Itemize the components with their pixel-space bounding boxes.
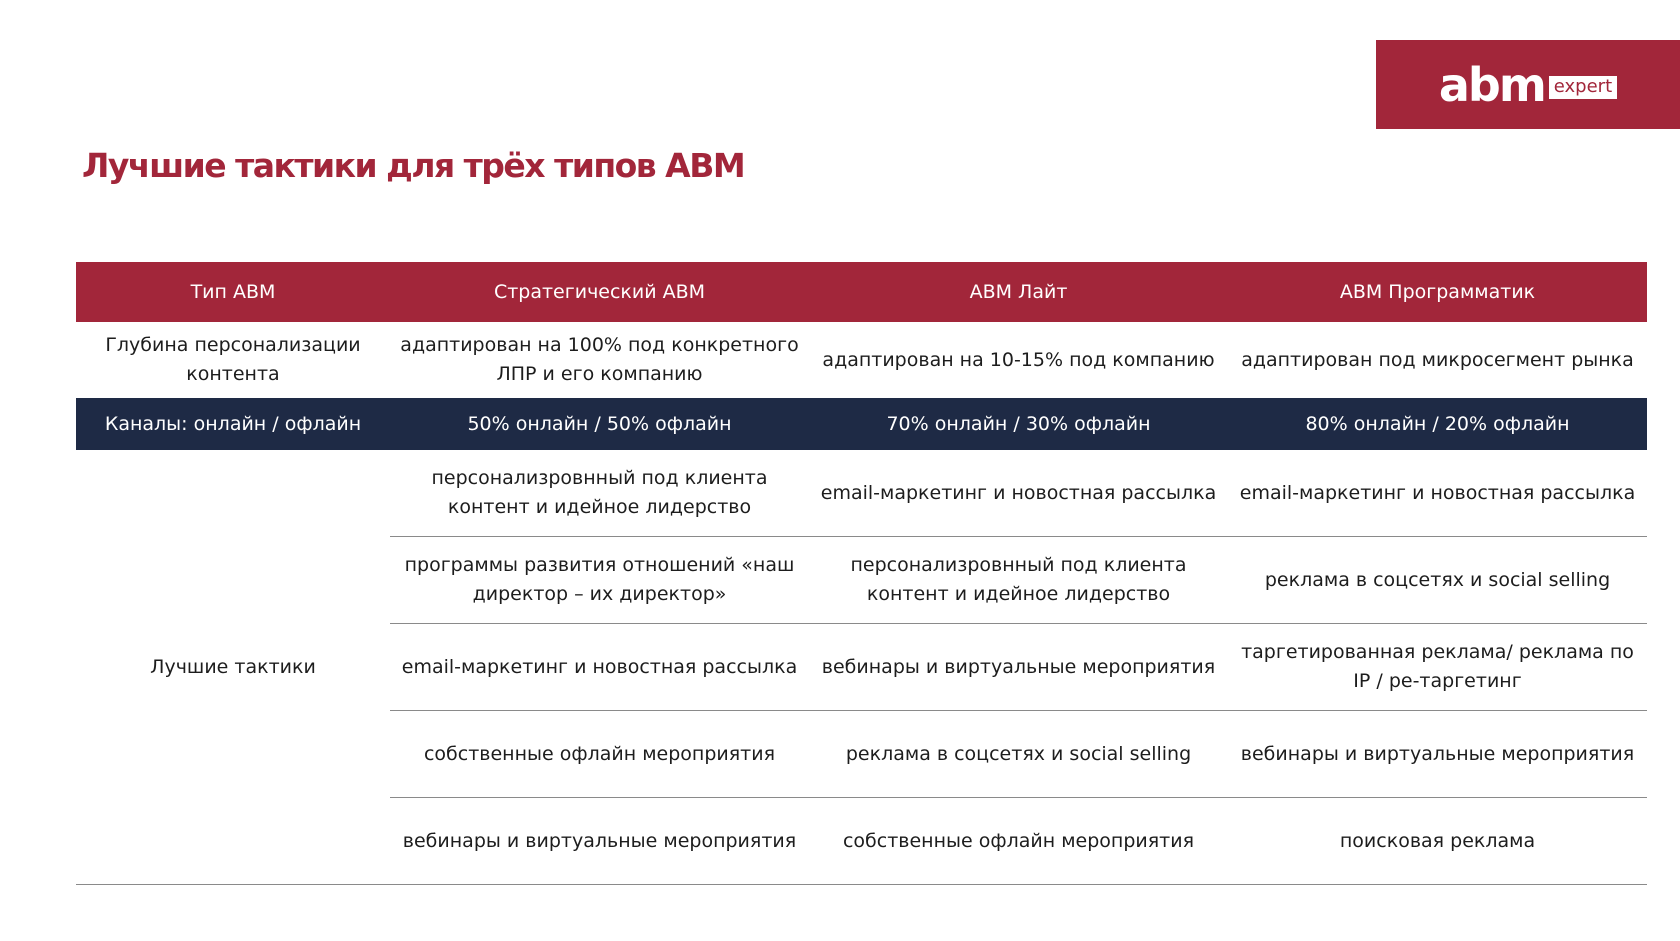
table-cell: 80% онлайн / 20% офлайн [1228,398,1647,450]
channels-row [76,398,1647,450]
table-cell: email-маркетинг и новостная рассылка [809,450,1228,537]
personalization-row [76,322,1647,398]
table-cell: 70% онлайн / 30% офлайн [809,398,1228,450]
header-lite: ABM Лайт [809,262,1228,322]
table-cell: адаптирован под микросегмент рынка [1241,348,1634,371]
table-cell: реклама в соцсетях и social selling [1228,537,1647,624]
table-cell: вебинары и виртуальные мероприятия [390,798,809,885]
table-cell: 50% онлайн / 50% офлайн [390,398,809,450]
brand-logo [1376,40,1680,129]
header-type: Тип ABM [76,262,390,322]
table-cell: таргетированная реклама/ реклама по IP / ре-таргетинг [1228,624,1647,711]
logo-main-text: abm [1438,57,1545,112]
table-cell: программы развития отношений «наш директор – их директор» [390,537,809,624]
tactics-table [76,262,1647,885]
row-label: Лучшие тактики [76,450,390,885]
table-cell: персонализровнный под клиента контент и идейное лидерство [390,450,809,537]
table-cell: вебинары и виртуальные мероприятия [809,624,1228,711]
table-cell: реклама в соцсетях и social selling [809,711,1228,798]
header-programmatic: ABM Программатик [1228,262,1647,322]
table-cell: персонализровнный под клиента контент и идейное лидерство [809,537,1228,624]
table-cell: email-маркетинг и новостная рассылка [1228,450,1647,537]
table-cell: адаптирован на 100% под конкретного ЛПР и его компанию [400,334,799,385]
table-cell: собственные офлайн мероприятия [809,798,1228,885]
table-cell: собственные офлайн мероприятия [390,711,809,798]
table-cell: email-маркетинг и новостная рассылка [390,624,809,711]
table-header-row [76,262,1647,322]
table-cell: вебинары и виртуальные мероприятия [1228,711,1647,798]
header-strategic: Стратегический ABM [390,262,809,322]
tactics-row [76,450,1647,537]
table-cell: адаптирован на 10-15% под компанию [822,348,1215,371]
logo-sub-text: expert [1549,76,1617,100]
table-cell: поисковая реклама [1228,798,1647,885]
page-title: Лучшие тактики для трёх типов ABM [82,146,745,185]
logo-wordmark [1438,57,1617,112]
row-label: Глубина персонализации контента [105,334,361,385]
row-label: Каналы: онлайн / офлайн [76,398,390,450]
